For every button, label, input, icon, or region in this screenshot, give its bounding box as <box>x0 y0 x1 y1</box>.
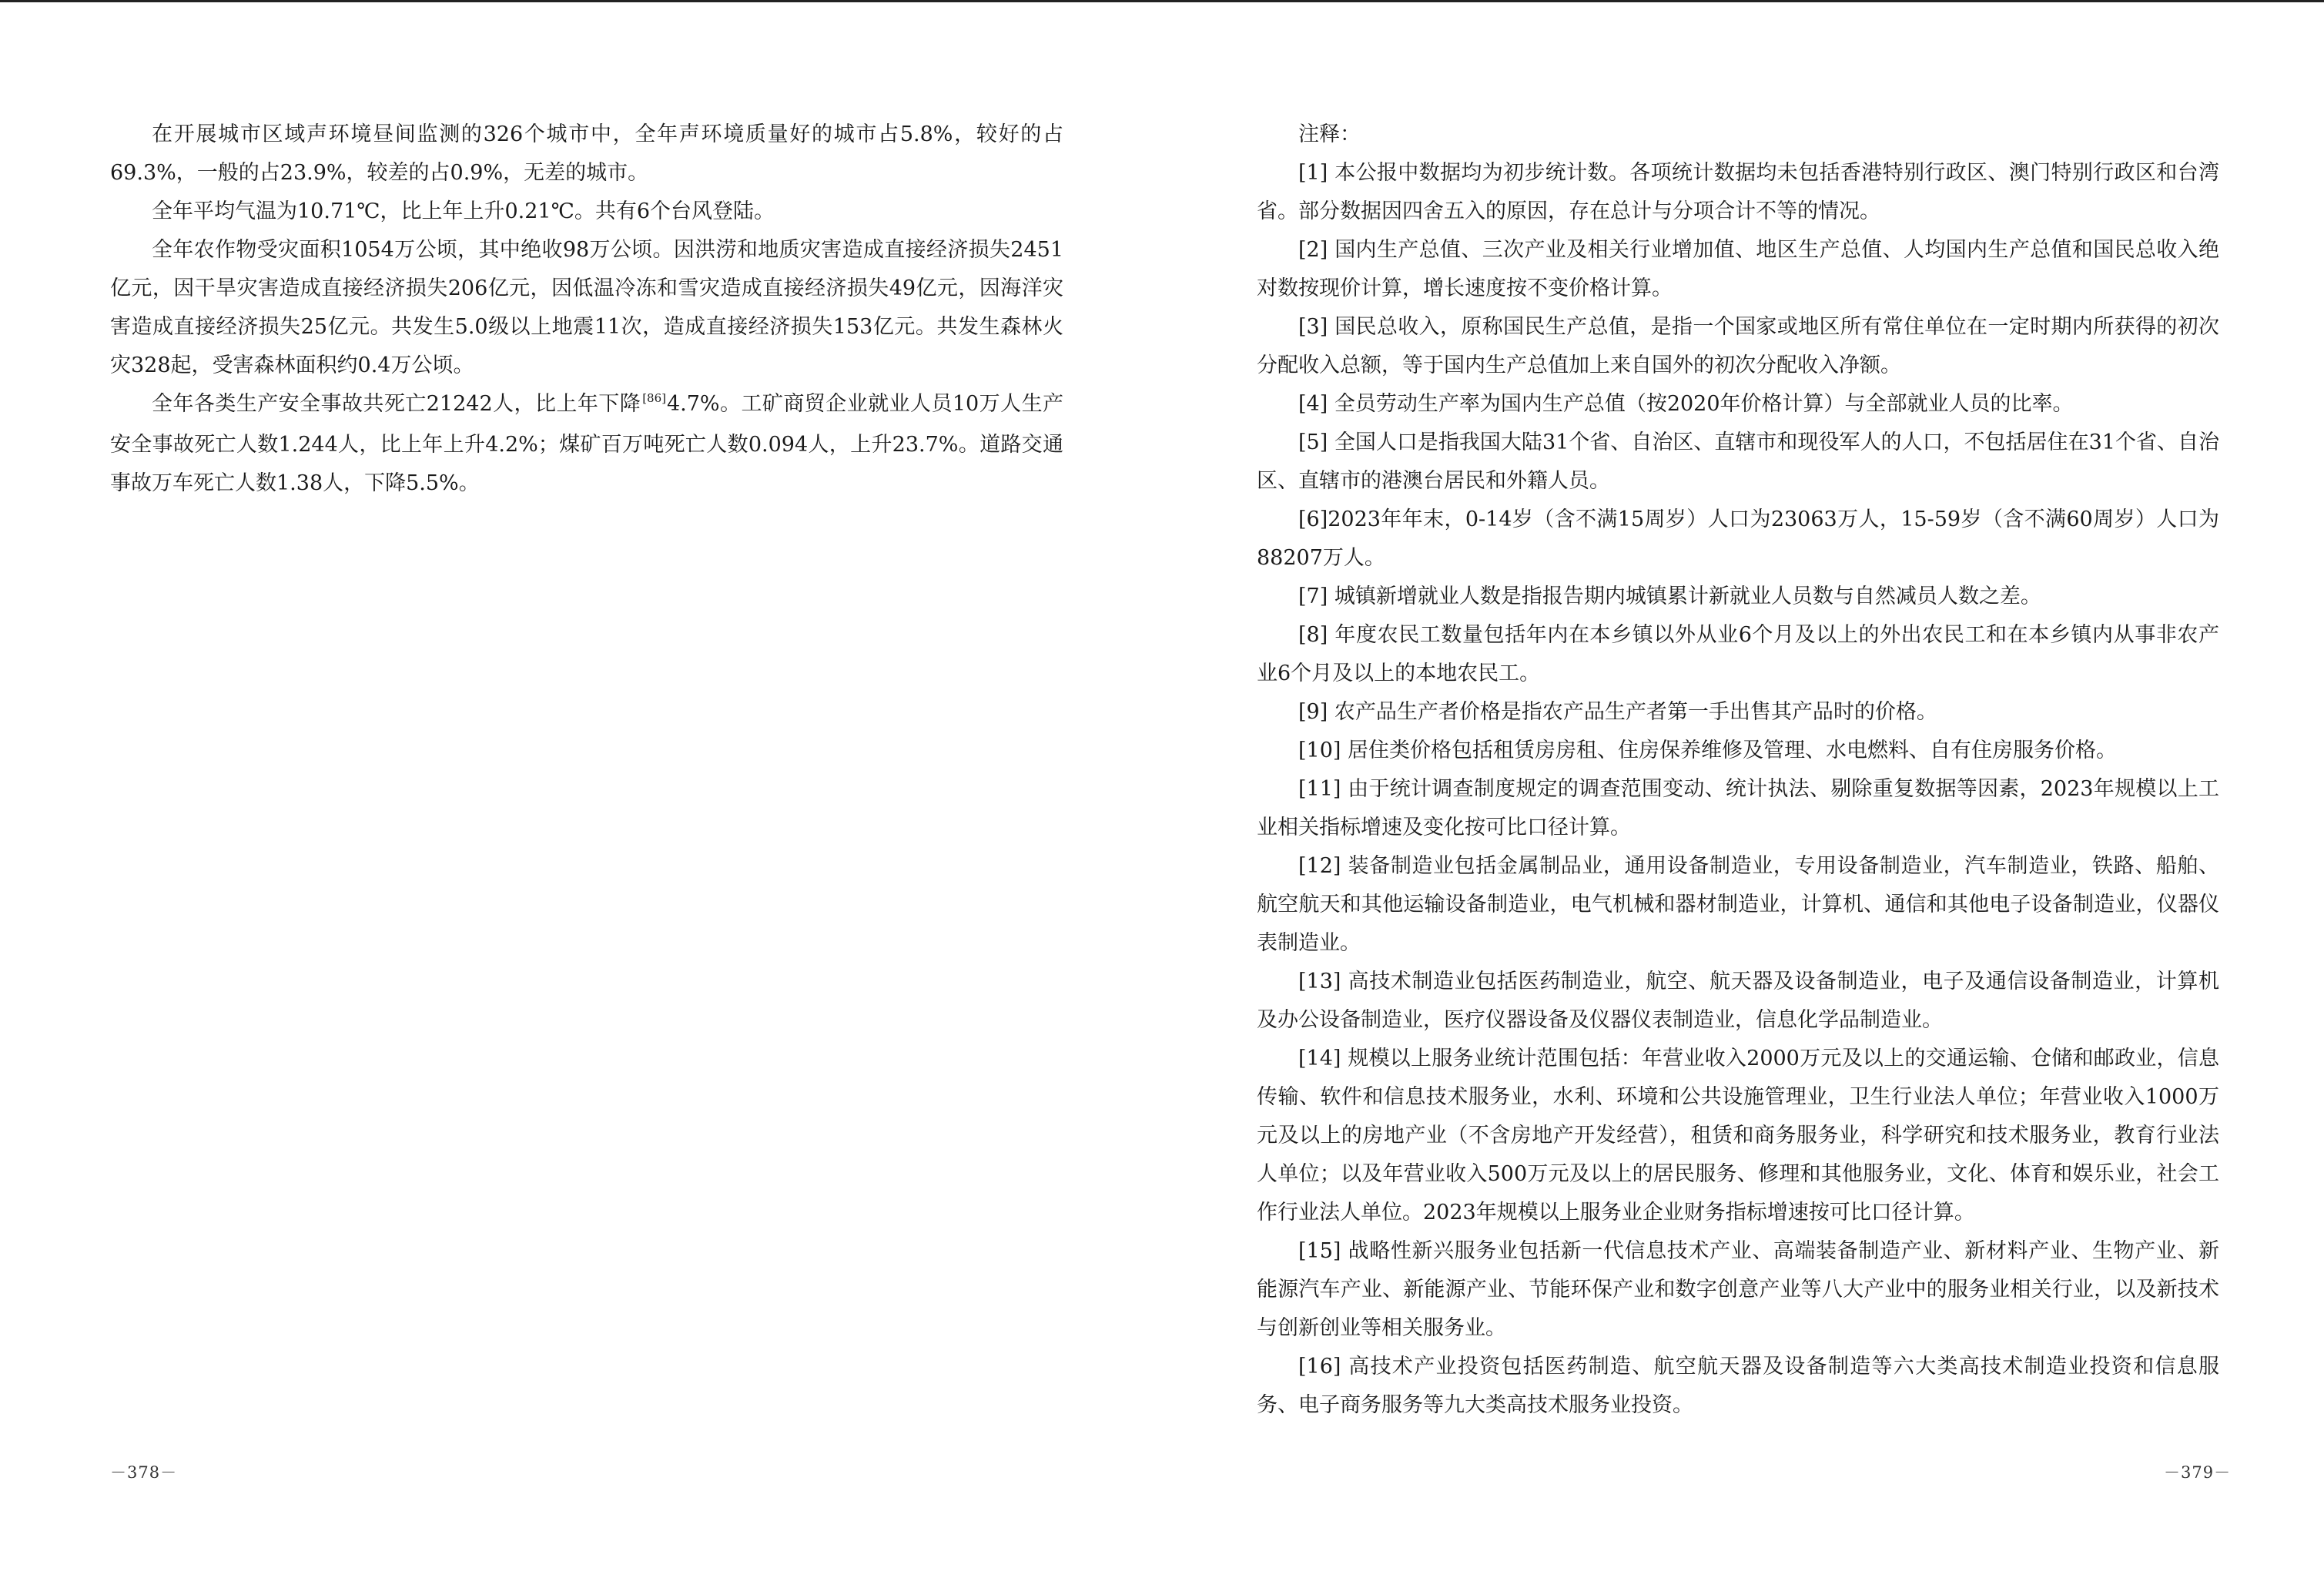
note-item: [6]2023年年末，0-14岁（含不满15周岁）人口为23063万人，15-59岁（含不满60周岁）人口为88207万人。 <box>1257 508 2219 570</box>
note-item: [14] 规模以上服务业统计范围包括：年营业收入2000万元及以上的交通运输、仓储和邮政业，信息传输、软件和信息技术服务业，水利、环境和公共设施管理业，卫生行业法人单位；年营业收入1000万元及以上的房地产业（不含房地产开发经营），租赁和商务服务业，科学研究和技术服务业，教育行业法人单位；以及年营业收入500万元及以上的居民服务、修理和其他服务业，文化、体育和娱乐业，社会工作行业法人单位。2023年规模以上服务业企业财务指标增速按可比口径计算。 <box>1257 1047 2219 1225</box>
note-item: [16] 高技术产业投资包括医药制造、航空航天器及设备制造等六大类高技术制造业投资和信息服务、电子商务服务等九大类高技术服务业投资。 <box>1257 1355 2219 1417</box>
page-number-left: －378－ <box>110 1463 178 1482</box>
note-item: [10] 居住类价格包括租赁房房租、住房保养维修及管理、水电燃料、自有住房服务价格。 <box>1298 739 2118 762</box>
note-item: [9] 农产品生产者价格是指农产品生产者第一手出售其产品时的价格。 <box>1298 700 1937 724</box>
note-item: [11] 由于统计调查制度规定的调查范围变动、统计执法、剔除重复数据等因素，2023年规模以上工业相关指标增速及变化按可比口径计算。 <box>1257 777 2219 839</box>
note-item: [5] 全国人口是指我国大陆31个省、自治区、直辖市和现役军人的人口，不包括居住在31个省、自治区、直辖市的港澳台居民和外籍人员。 <box>1257 431 2219 493</box>
paragraph-temperature: 全年平均气温为10.71℃，比上年上升0.21℃。共有6个台风登陆。 <box>152 199 775 223</box>
note-item: [15] 战略性新兴服务业包括新一代信息技术产业、高端装备制造产业、新材料产业、生物产业、新能源汽车产业、新能源产业、节能环保产业和数字创意产业等八大产业中的服务业相关行业，以及新技术与创新创业等相关服务业。 <box>1257 1239 2219 1340</box>
right-page <box>1162 0 2324 1588</box>
paragraph-noise-monitoring: 在开展城市区域声环境昼间监测的326个城市中，全年声环境质量好的城市占5.8%，较好的占69.3%，一般的占23.9%，较差的占0.9%，无差的城市。 <box>110 122 1063 185</box>
page-number-right: －379－ <box>2164 1463 2232 1482</box>
left-page-body <box>110 116 1063 503</box>
footnote-reference[interactable]: [86] <box>642 391 666 405</box>
note-item: [12] 装备制造业包括金属制品业，通用设备制造业，专用设备制造业，汽车制造业，铁路、船舶、航空航天和其他运输设备制造业，电气机械和器材制造业，计算机、通信和其他电子设备制造业，仪器仪表制造业。 <box>1257 854 2219 955</box>
note-item: [13] 高技术制造业包括医药制造业，航空、航天器及设备制造业，电子及通信设备制造业，计算机及办公设备制造业，医疗仪器设备及仪器仪表制造业，信息化学品制造业。 <box>1257 970 2219 1032</box>
safety-text-start: 全年各类生产安全事故共死亡21242人，比上年下降 <box>152 392 641 416</box>
notes-section <box>1257 116 2219 1425</box>
note-item: [2] 国内生产总值、三次产业及相关行业增加值、地区生产总值、人均国内生产总值和国民总收入绝对数按现价计算，增长速度按不变价格计算。 <box>1257 238 2219 300</box>
note-item: [4] 全员劳动生产率为国内生产总值（按2020年价格计算）与全部就业人员的比率。 <box>1298 392 2074 416</box>
note-item: [3] 国民总收入，原称国民生产总值，是指一个国家或地区所有常住单位在一定时期内所获得的初次分配收入总额，等于国内生产总值加上来自国外的初次分配收入净额。 <box>1257 315 2219 377</box>
paragraph-disasters: 全年农作物受灾面积1054万公顷，其中绝收98万公顷。因洪涝和地质灾害造成直接经济损失2451亿元，因干旱灾害造成直接经济损失206亿元，因低温冷冻和雪灾造成直接经济损失49亿元，因海洋灾害造成直接经济损失25亿元。共发生5.0级以上地震11次，造成直接经济损失153亿元。共发生森林火灾328起，受害森林面积约0.4万公顷。 <box>110 238 1063 377</box>
paragraph-production-safety <box>110 385 1063 503</box>
safety-text-end: 4.7%。工矿商贸企业就业人员10万人生产安全事故死亡人数1.244人，比上年上升4.2%；煤矿百万吨死亡人数0.094人，上升23.7%。道路交通事故万车死亡人数1.38人，下降5.5%。 <box>110 392 1064 495</box>
note-item: [8] 年度农民工数量包括年内在本乡镇以外从业6个月及以上的外出农民工和在本乡镇内从事非农产业6个月及以上的本地农民工。 <box>1257 623 2219 685</box>
note-item: [7] 城镇新增就业人数是指报告期内城镇累计新就业人员数与自然减员人数之差。 <box>1298 585 2041 608</box>
notes-title: 注释： <box>1298 122 1361 146</box>
note-item: [1] 本公报中数据均为初步统计数。各项统计数据均未包括香港特别行政区、澳门特别行政区和台湾省。部分数据因四舍五入的原因，存在总计与分项合计不等的情况。 <box>1257 161 2219 223</box>
